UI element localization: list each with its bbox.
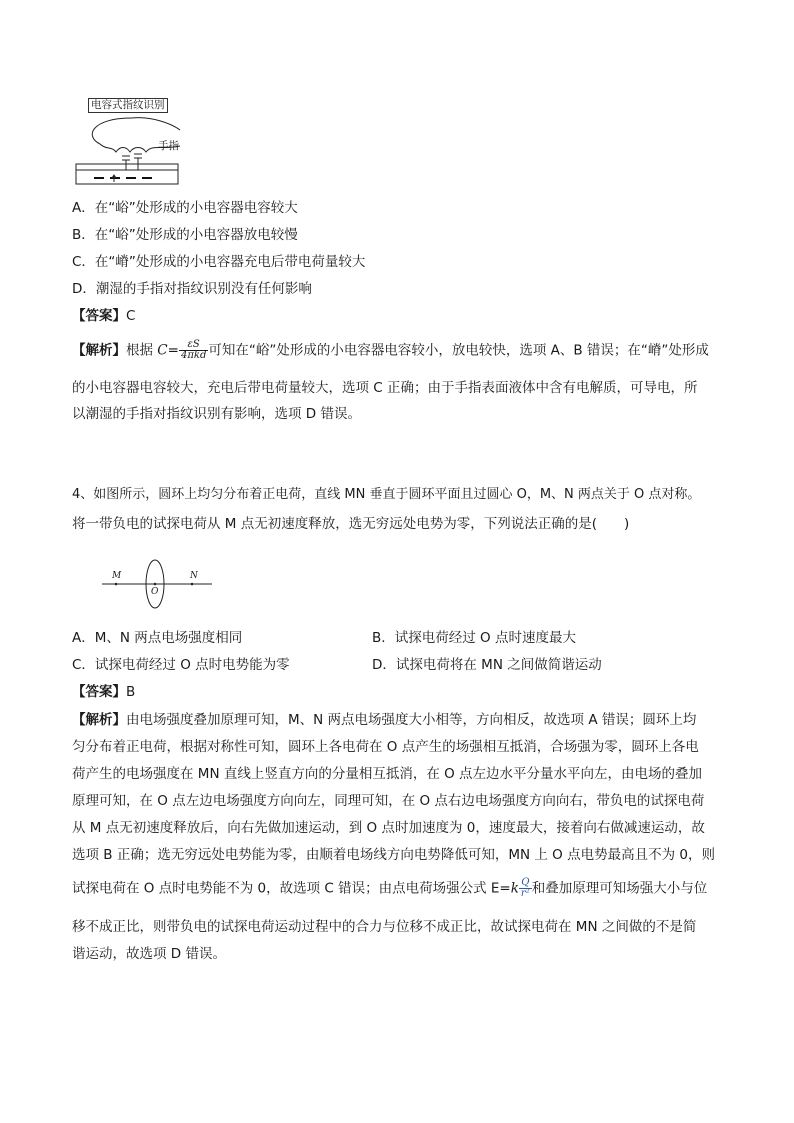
point-n-label: N	[190, 571, 198, 581]
q3-answer-label: 【答案】	[72, 308, 126, 324]
q3-analysis-label: 【解析】	[72, 342, 126, 359]
point-m-label: M	[112, 571, 122, 581]
q3-analysis-line-2: 的小电容器电容较大，充电后带电荷量较大，选项 C 正确；由于手指表面液体中含有电解质，可导电，所	[72, 380, 698, 396]
q3-answer	[72, 306, 135, 326]
q3-option-d: D．潮湿的手指对指纹识别没有任何影响	[72, 281, 312, 297]
coulomb-k: k	[510, 880, 519, 897]
q4-stem-line-2: 将一带负电的试探电荷从 M 点无初速度释放，选无穷远处电势为零，下列说法正确的是( )	[72, 516, 630, 532]
q4-analysis-line-2: 匀分布着正电荷，根据对称性可知，圆环上各电荷在 O 点产生的场强相互抵消，合场强为零，圆环上各电	[72, 739, 699, 755]
q4-answer	[72, 682, 135, 702]
point-charge-formula	[519, 878, 532, 899]
q4-analysis-text: 由电场强度叠加原理可知，M、N 两点电场强度大小相等，方向相反，故选项 A 错误；圆环上均	[126, 712, 697, 728]
formula-lhs: C	[157, 342, 168, 359]
q4-answer-value: B	[126, 684, 136, 700]
fingerprint-figure-title: 电容式指纹识别	[88, 98, 168, 113]
formula-numerator: Q	[519, 878, 532, 889]
q4-analysis-text: 和叠加原理可知场强大小与位	[531, 880, 708, 897]
fingerprint-figure	[72, 96, 184, 188]
q4-option-b: B．试探电荷经过 O 点时速度最大	[372, 630, 576, 646]
q4-analysis-line-1	[72, 710, 696, 730]
q4-analysis-line-9: 谐运动，故选项 D 错误。	[72, 946, 226, 962]
point-o-label: O	[151, 587, 159, 597]
q4-analysis-line-4: 原理可知，在 O 点左边电场强度方向向左，同理可知，在 O 点右边电场强度方向向右，带负电的试探电荷	[72, 793, 705, 809]
q4-analysis-line-3: 荷产生的电场强度在 MN 直线上竖直方向的分量相互抵消，在 O 点左边水平分量水平向左，由电场的叠加	[72, 766, 703, 782]
q3-analysis-line-3: 以潮湿的手指对指纹识别有影响，选项 D 错误。	[72, 406, 361, 422]
q3-option-b: B．在“峪”处形成的小电容器放电较慢	[72, 227, 298, 243]
capacitance-formula	[179, 340, 208, 361]
q4-analysis-line-5: 从 M 点无初速度释放后，向右先做加速运动，到 O 点时加速度为 0，速度最大，接着向右做减速运动，故	[72, 820, 705, 836]
ring-diagram	[100, 558, 215, 610]
formula-numerator: εS	[179, 340, 208, 351]
q3-analysis-text: 根据	[126, 342, 158, 359]
q4-analysis-line-6: 选项 B 正确；选无穷远处电势能为零，由顺着电场线方向电势降低可知，MN 上 O 点电势最高且不为 0，则	[72, 847, 715, 863]
q4-option-d: D．试探电荷将在 MN 之间做简谐运动	[372, 657, 602, 673]
q3-option-c: C．在“嵴”处形成的小电容器充电后带电荷量较大	[72, 254, 366, 270]
q4-analysis-text: 试探电荷在 O 点时电势能不为 0，故选项 C 错误；由点电荷场强公式 E=	[72, 880, 511, 897]
q4-analysis-line-7	[72, 878, 707, 899]
q4-analysis-line-8: 移不成正比，则带负电的试探电荷运动过程中的合力与位移不成正比，故试探电荷在 MN 之间做的不是简	[72, 919, 697, 935]
q4-stem-line-1: 4、如图所示，圆环上均匀分布着正电荷，直线 MN 垂直于圆环平面且过圆心 O，M、N 两点关于 O 点对称。	[72, 487, 701, 502]
q3-analysis-line-1: 【解析】根据 C= $\frac{\varepsilon S}{\text{4πkd}}$ 可知在“峪”处形成的小电容器电容较小，放电较快，选项 A、B 错误；在“嵴”处形成	[72, 339, 709, 361]
finger-label: 手指	[158, 140, 179, 152]
q4-answer-label: 【答案】	[72, 684, 126, 700]
q4-analysis-label: 【解析】	[72, 712, 126, 728]
q4-option-c: C．试探电荷经过 O 点时电势能为零	[72, 657, 290, 673]
q4-option-a: A．M、N 两点电场强度相同	[72, 630, 243, 646]
formula-denominator: r²	[520, 888, 530, 899]
q3-answer-value: C	[126, 308, 136, 324]
q3-analysis-text: 可知在“峪”处形成的小电容器电容较小，放电较快，选项 A、B 错误；在“嵴”处形成	[208, 342, 709, 359]
formula-denominator: 4πkd	[180, 350, 207, 361]
q3-option-a: A．在“峪”处形成的小电容器电容较大	[72, 200, 298, 216]
ring-figure	[100, 558, 215, 610]
